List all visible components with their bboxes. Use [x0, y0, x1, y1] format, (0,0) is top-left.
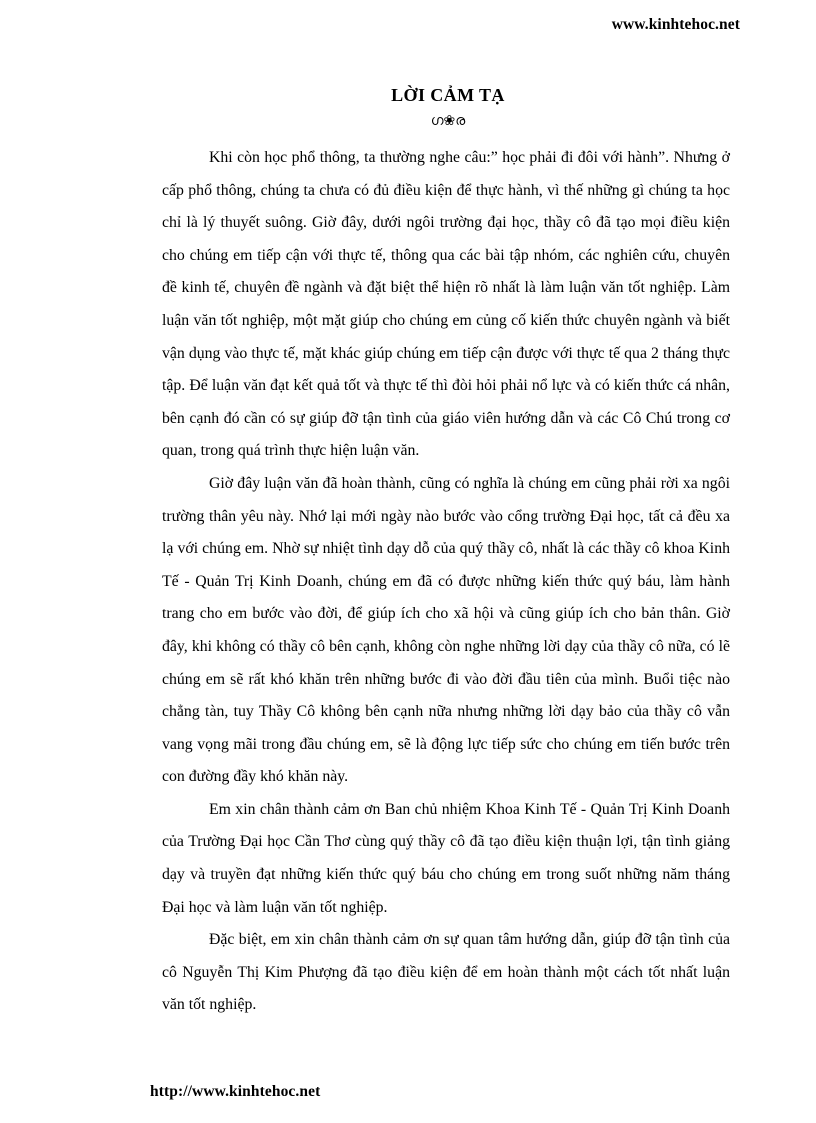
- paragraph-4: Đặc biệt, em xin chân thành cảm ơn sự quan tâm hướng dẫn, giúp đỡ tận tình của cô Nguyễn Thị Kim Phượng đã tạo điều kiện để em hoàn thành một cách tốt nhất luận văn tốt nghiệp.: [162, 931, 730, 1014]
- footer-website-link[interactable]: http://www.kinhtehoc.net: [150, 1083, 321, 1100]
- acknowledgement-body: [162, 142, 730, 1022]
- header-website-link[interactable]: www.kinhtehoc.net: [611, 16, 740, 33]
- paragraph-3: Em xin chân thành cảm ơn Ban chủ nhiệm Khoa Kinh Tế - Quản Trị Kinh Doanh của Trường Đại học Cần Thơ cùng quý thầy cô đã tạo điều kiện thuận lợi, tận tình giảng dạy và truyền đạt những kiến thức quý báu cho chúng em trong suốt những năm tháng Đại học và làm luận văn tốt nghiệp.: [162, 800, 730, 916]
- paragraph-1: Khi còn học phổ thông, ta thường nghe câu:” học phải đi đôi với hành”. Nhưng ở cấp phổ thông, chúng ta chưa có đủ điều kiện để thực hành, vì thế những gì chúng ta học chỉ là lý thuyết suông. Giờ đây, dưới ngôi trường đại học, thầy cô đã tạo mọi điều kiện cho chúng em tiếp cận với thực tế, thông qua các bài tập nhóm, các nghiên cứu, chuyên đề kinh tế, chuyên đề ngành và đặt biệt thể hiện rõ nhất là làm luận văn tốt nghiệp. Làm luận văn tốt nghiệp, một mặt giúp cho chúng em củng cố kiến thức chuyên ngành và biết vận dụng vào thực tế, mặt khác giúp chúng em tiếp cận được với thực tế qua 2 tháng thực tập. Để luận văn đạt kết quả tốt và thực tế thì đòi hỏi phải nổ lực và có kiến thức cá nhân, bên cạnh đó cần có sự giúp đỡ tận tình của giáo viên hướng dẫn và các Cô Chú trong cơ quan, trong quá trình thực hiện luận văn.: [162, 149, 730, 460]
- ornament-left-glyph: ഗ: [430, 114, 444, 129]
- title-ornament: [0, 112, 816, 132]
- page-title: LỜI CẢM TẠ: [391, 85, 505, 105]
- ornament-flower-icon: ❀: [443, 114, 456, 129]
- paragraph-2: Giờ đây luận văn đã hoàn thành, cũng có nghĩa là chúng em cũng phải rời xa ngôi trường thân yêu này. Nhớ lại mới ngày nào bước vào cổng trường Đại học, tất cả đều xa lạ với chúng em. Nhờ sự nhiệt tình dạy dỗ của quý thầy cô, nhất là các thầy cô khoa Kinh Tế - Quản Trị Kinh Doanh, chúng em đã có được những kiến thức quý báu, làm hành trang cho em bước vào đời, để giúp ích cho xã hội và cũng giúp ích cho bản thân. Giờ đây, khi không có thầy cô bên cạnh, không còn nghe những lời dạy của thầy cô nữa, có lẽ chúng em sẽ rất khó khăn trên những bước đi vào đời đầu tiên của mình. Buổi tiệc nào chẳng tàn, tuy Thầy Cô không bên cạnh nữa nhưng những lời dạy bảo của thầy cô vẫn vang vọng mãi trong đầu chúng em, sẽ là động lực tiếp sức cho chúng em tiến bước trên con đường đầy khó khăn này.: [162, 474, 730, 786]
- ornament-right-glyph: ര: [455, 114, 466, 129]
